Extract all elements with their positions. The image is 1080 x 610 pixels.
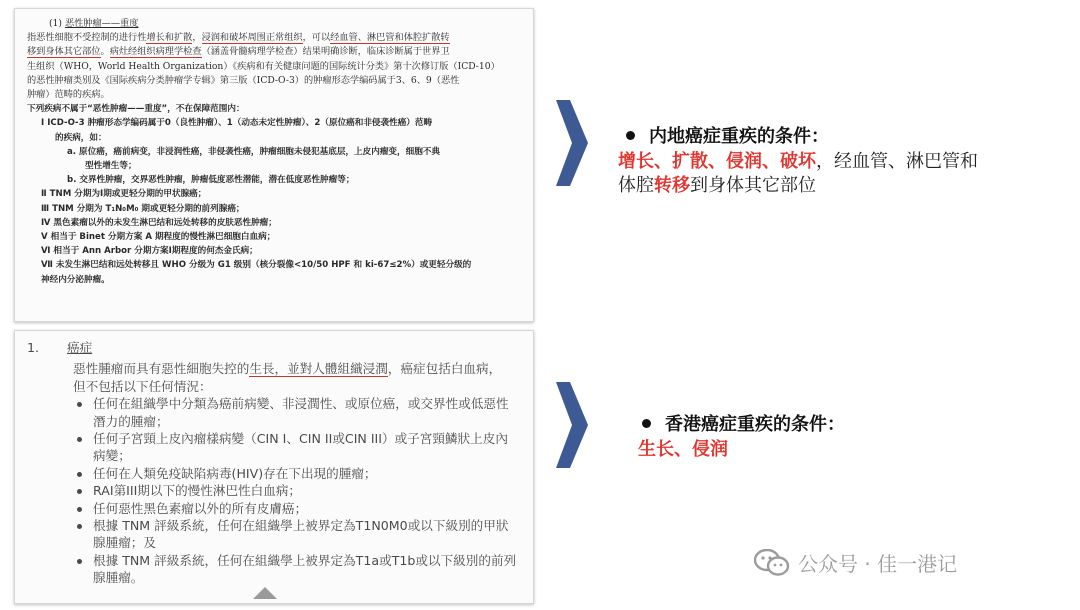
exclusion-item-cont: 的疾病，如：	[55, 132, 107, 143]
bullet-icon	[77, 472, 82, 477]
watermark-text: 公众号 · 佳一港记	[798, 552, 958, 576]
highlight-text: 转移	[654, 175, 690, 196]
text-run: ，癌症包括白血病，	[387, 361, 502, 377]
text-run: （涵盖骨髓病理学检查）结果明确诊断，临床诊断属于世界卫	[201, 46, 450, 58]
arrow-right-icon	[556, 382, 588, 468]
item-number: Ⅰ	[41, 118, 45, 129]
clause-definition-line: 的恶性肿瘤类别及《国际疾病分类肿瘤学专辑》第三版（ICD-O-3）的肿瘤形态学编码属于3、6、9（恶性	[27, 74, 460, 86]
text-run: ，经血管、淋巴管和	[816, 151, 978, 172]
exclusion-subitem-a: a. 原位癌，癌前病变，非浸润性癌，非侵袭性癌，肿瘤细胞未侵犯基底层，上皮内瘤变，细胞不典	[67, 146, 440, 157]
list-item	[73, 552, 521, 587]
list-item	[73, 465, 521, 482]
clause-number: 1.	[27, 340, 40, 355]
exclusion-item: Ⅶ 未发生淋巴结和远处转移且 WHO 分级为 G1 级别（核分裂像<10/50 HPF 和 ki-67≤2%）或更轻分级的	[41, 260, 472, 271]
exclusion-item: Ⅱ TNM 分期为Ⅰ期或更轻分期的甲状腺癌；	[41, 189, 207, 200]
arrow-right-icon	[556, 100, 588, 186]
hk-clause-document	[14, 330, 534, 604]
clause-heading-number: (1)	[49, 18, 63, 29]
bullet-icon	[77, 489, 82, 494]
exclusion-title: 下列疾病不属于“恶性肿瘤——重度”，不在保障范围内：	[27, 104, 245, 115]
hk-condition-heading	[642, 410, 1042, 436]
wechat-icon	[754, 549, 790, 577]
list-item-text: 任何惡性黑色素瘤以外的所有皮膚癌；	[93, 500, 308, 516]
list-item-text: 任何在組織學中分類為癌前病變、非浸潤性、或原位癌，或交界性或低惡性	[93, 396, 509, 412]
bullet-icon	[77, 402, 82, 407]
watermark	[754, 548, 957, 577]
bullet-icon	[77, 524, 82, 529]
clause-heading-title: 恶性肿瘤——重度	[64, 18, 139, 29]
exclusion-item: Ⅲ TNM 分期为 T₁N₀M₀ 期或更轻分期的前列腺癌；	[41, 203, 245, 214]
list-item	[73, 517, 521, 552]
list-item-text: 根據 TNM 評級系統，任何在組織學上被界定為T1N0M0或以下級別的甲狀	[93, 518, 509, 534]
exclusion-subitem-b: b. 交界性肿瘤，交界恶性肿瘤，肿瘤低度恶性潜能，潜在低度恶性肿瘤等；	[67, 175, 355, 186]
heading-text: 内地癌症重疾的条件：	[649, 126, 829, 147]
underlined-text: 增长和扩散	[146, 32, 193, 44]
mainland-condition-body	[618, 150, 1066, 198]
list-item-text: 腺腫瘤；及	[93, 535, 156, 551]
mainland-condition	[618, 122, 1066, 198]
item-text: ICD-O-3 肿瘤形态学编码属于0（良性肿瘤）、1（动态未定性肿瘤）、2（原位癌和非侵袭性癌）范畴	[47, 118, 433, 129]
bullet-icon	[626, 131, 635, 140]
list-item	[73, 482, 521, 499]
underlined-text: 移到身体其它部位	[27, 46, 101, 58]
clause-definition-line: 生组织（WHO，World Health Organization）《疾病和有关健康问题的国际统计分类》第十次修订版（ICD-10）	[27, 60, 500, 72]
hk-condition	[638, 410, 1042, 462]
bullet-icon	[77, 437, 82, 442]
exclusion-subitem-a-cont: 型性增生等；	[85, 161, 137, 172]
text-run: 惡性腫瘤而具有惡性細胞失控的	[73, 361, 250, 377]
clause-intro	[27, 360, 521, 377]
clause-definition-line	[27, 31, 523, 45]
exclusion-item: Ⅴ 相当于 Binet 分期方案 A 期程度的慢性淋巴细胞白血病；	[41, 232, 276, 243]
hk-condition-body	[638, 438, 1042, 462]
underlined-text: 生長，並對人體組織浸潤	[249, 361, 388, 377]
list-item-text: 病變；	[93, 448, 131, 464]
underlined-text: 病灶经组织病理学检查	[109, 46, 202, 58]
list-item-text: 潛力的腫瘤；	[93, 413, 169, 429]
clause-heading	[27, 339, 521, 356]
highlight-text: 增长、扩散、侵润、破坏	[618, 151, 816, 172]
clause-heading	[27, 17, 523, 31]
underlined-text: 经血管、淋巴管和体腔扩散转	[330, 32, 450, 44]
list-item-text: 任何在人類免疫缺陷病毒(HIV)存在下出現的腫瘤；	[93, 465, 377, 481]
text-run: ，	[192, 32, 202, 44]
list-item-text: 根據 TNM 評級系統，任何在組織學上被界定為T1a或T1b或以下級別的前列	[93, 552, 517, 568]
text-run: ，可以	[302, 32, 331, 44]
list-item	[73, 395, 521, 430]
exclusion-item	[27, 116, 523, 130]
exclusion-item-cont: 神经内分泌肿瘤。	[41, 274, 110, 285]
exclusion-item: Ⅵ 相当于 Ann Arbor 分期方案Ⅰ期程度的何杰金氏病；	[41, 246, 258, 257]
mainland-clause-document	[14, 8, 534, 322]
clause-definition-line	[27, 45, 523, 59]
mainland-condition-heading	[626, 122, 1066, 148]
underlined-text: 浸润和破坏周围正常组织	[201, 32, 303, 44]
bullet-icon	[77, 507, 82, 512]
list-item	[73, 500, 521, 517]
clause-intro-line2: 但不包括以下任何情況：	[73, 378, 212, 394]
clause-title: 癌症	[67, 340, 93, 355]
bullet-icon	[642, 419, 651, 428]
list-item-text: 腺腫瘤。	[93, 570, 144, 586]
caret-up-icon	[253, 587, 277, 599]
text-run: 。	[100, 46, 110, 58]
list-item-text: 任何子宮頸上皮內瘤樣病變（CIN I、CIN II或CIN III）或子宮頸鱗狀上皮內	[93, 431, 508, 447]
list-item	[73, 430, 521, 465]
text-run: 到身体其它部位	[690, 175, 816, 196]
text-run: 体腔	[618, 175, 654, 196]
list-item-text: RAI第III期以下的慢性淋巴性白血病；	[93, 483, 302, 499]
clause-definition-line: 肿瘤）范畴的疾病。	[27, 89, 110, 101]
text-run: 指恶性细胞不受控制的进行性	[27, 32, 147, 44]
bullet-icon	[77, 559, 82, 564]
exclusion-list	[27, 395, 521, 586]
heading-text: 香港癌症重疾的条件：	[665, 414, 845, 435]
highlight-text: 生长、侵润	[638, 439, 728, 460]
exclusion-item: Ⅳ 黑色素瘤以外的未发生淋巴结和远处转移的皮肤恶性肿瘤；	[41, 217, 277, 228]
